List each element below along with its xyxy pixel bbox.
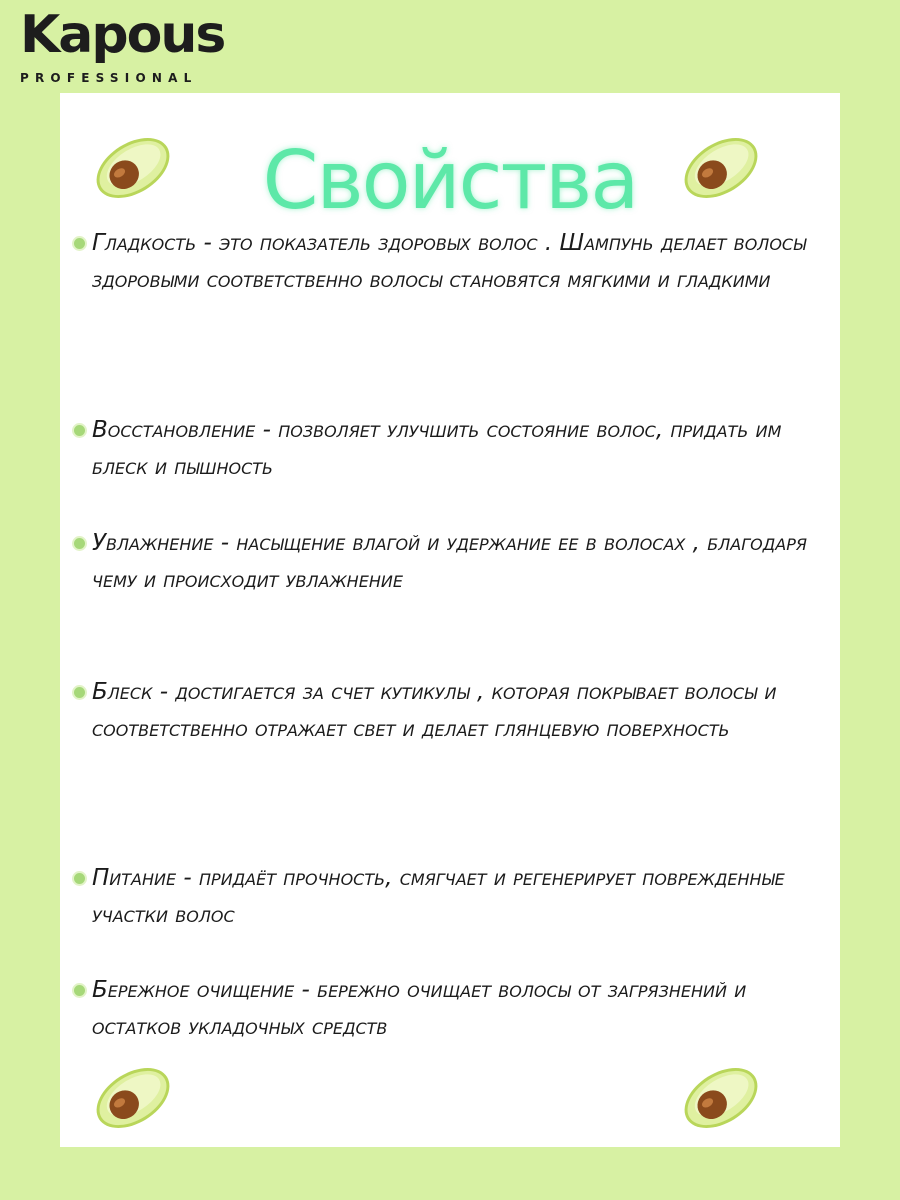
list-item bbox=[72, 860, 842, 934]
bullet-icon bbox=[72, 236, 87, 251]
bullet-icon bbox=[72, 983, 87, 998]
avocado-icon bbox=[676, 1053, 766, 1143]
bullet-icon bbox=[72, 423, 87, 438]
avocado-icon bbox=[88, 1053, 178, 1143]
properties-card bbox=[60, 93, 840, 1147]
brand-subtitle: PROFESSIONAL bbox=[20, 71, 198, 85]
list-item-text: Увлажнение - насыщение влагой и удержание ее в волосах , благодаря чему и происходит увлажнение bbox=[92, 530, 807, 593]
bullet-icon bbox=[72, 871, 87, 886]
list-item-text: Гладкость - это показатель здоровых волос . Шампунь делает волосы здоровыми соответственно волосы становятся мягкими и гладкими bbox=[92, 230, 807, 293]
list-item bbox=[72, 412, 842, 486]
list-item bbox=[72, 525, 842, 599]
brand-logo bbox=[20, 2, 260, 86]
bullet-icon bbox=[72, 536, 87, 551]
page-title: Свойства bbox=[262, 134, 638, 227]
list-item-text: Блеск - достигается за счет кутикулы , которая покрывает волосы и соответственно отражает свет и делает глянцевую поверхность bbox=[92, 679, 777, 742]
brand-name: Kapous bbox=[20, 5, 225, 65]
list-item bbox=[72, 225, 842, 299]
list-item-text: Бережное очищение - бережно очищает волосы от загрязнений и остатков укладочных средств bbox=[92, 977, 747, 1040]
bullet-icon bbox=[72, 685, 87, 700]
list-item bbox=[72, 972, 842, 1046]
list-item-text: Питание - придаёт прочность, смягчает и регенерирует поврежденные участки волос bbox=[92, 865, 785, 928]
list-item bbox=[72, 674, 842, 748]
list-item-text: Восстановление - позволяет улучшить состояние волос, придать им блеск и пышность bbox=[92, 417, 782, 480]
